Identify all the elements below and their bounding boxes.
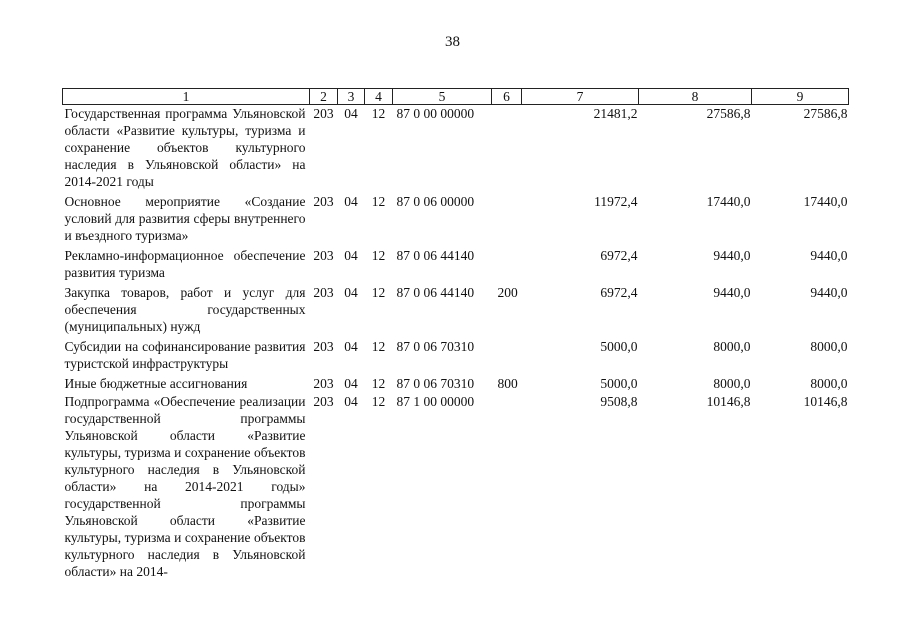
header-cell-6: 6: [492, 89, 522, 105]
page-number: 38: [445, 34, 460, 50]
row-col-5: 87 0 00 00000: [396, 106, 475, 121]
row-col-4: 12: [371, 106, 386, 121]
row-col-7: 5000,0: [600, 376, 638, 391]
row-col-6: [492, 245, 522, 282]
table-row: [63, 105, 849, 192]
budget-table: [62, 88, 849, 581]
row-name: Рекламно-информационное обеспечение развития туризма: [64, 248, 306, 280]
row-col-5: 87 0 06 00000: [396, 194, 475, 209]
table-row: [63, 373, 849, 393]
row-name: Иные бюджетные ассигнования: [64, 376, 248, 391]
row-col-6: [492, 393, 522, 581]
row-col-7: 21481,2: [593, 106, 638, 121]
header-cell-3: 3: [338, 89, 365, 105]
row-col-4: 12: [371, 248, 386, 263]
row-name: Подпрограмма «Обеспечение реализации государственной программы Ульяновской области «Развитие культуры, туризма и сохранение объектов культурного наследия в Ульяновской области» на 2014-2021 годы» государственной программы Ульяновской области «Развитие культуры, туризма и сохранение объектов культурного наследия в Ульяновской области» на 2014-: [64, 394, 306, 579]
row-col-9: 8000,0: [810, 339, 848, 354]
table-row: [63, 393, 849, 581]
row-col-4: 12: [371, 376, 386, 391]
row-col-5: 87 1 00 00000: [396, 394, 475, 409]
row-col-8: 17440,0: [706, 194, 751, 209]
row-col-3: 04: [344, 285, 358, 300]
header-cell-9: 9: [752, 89, 849, 105]
row-name: Государственная программа Ульяновской области «Развитие культуры, туризма и сохранение объектов культурного наследия в Ульяновской области» на 2014-2021 годы: [64, 106, 306, 189]
row-col-2: 203: [313, 376, 334, 391]
row-col-3: 04: [344, 248, 358, 263]
row-col-2: 203: [313, 194, 334, 209]
header-cell-4: 4: [365, 89, 393, 105]
header-cell-7: 7: [522, 89, 639, 105]
row-name: Закупка товаров, работ и услуг для обеспечения государственных (муниципальных) нужд: [64, 285, 306, 334]
row-col-9: 27586,8: [803, 106, 848, 121]
row-col-3: 04: [344, 194, 358, 209]
header-cell-1: 1: [63, 89, 310, 105]
row-col-8: 27586,8: [706, 106, 751, 121]
header-cell-8: 8: [639, 89, 752, 105]
header-cell-5: 5: [393, 89, 492, 105]
row-col-7: 6972,4: [600, 285, 638, 300]
table-row: [63, 336, 849, 373]
row-col-5: 87 0 06 70310: [396, 376, 475, 391]
row-col-2: 203: [313, 248, 334, 263]
table-row: [63, 191, 849, 245]
row-col-9: 8000,0: [810, 376, 848, 391]
row-col-9: 10146,8: [803, 394, 848, 409]
row-col-5: 87 0 06 70310: [396, 339, 475, 354]
row-col-6: 200: [497, 285, 518, 300]
table-header-row: [63, 89, 849, 105]
row-col-6: [492, 191, 522, 245]
row-col-6: [492, 336, 522, 373]
row-col-9: 17440,0: [803, 194, 848, 209]
row-name: Субсидии на софинансирование развития туристской инфраструктуры: [64, 339, 306, 371]
row-col-3: 04: [344, 376, 358, 391]
row-col-5: 87 0 06 44140: [396, 248, 475, 263]
table-row: [63, 282, 849, 336]
row-col-7: 5000,0: [600, 339, 638, 354]
row-col-8: 8000,0: [713, 376, 751, 391]
row-col-2: 203: [313, 285, 334, 300]
row-col-9: 9440,0: [810, 285, 848, 300]
row-col-8: 9440,0: [713, 248, 751, 263]
row-name: Основное мероприятие «Создание условий для развития сферы внутреннего и въездного туризма»: [64, 194, 306, 243]
row-col-8: 9440,0: [713, 285, 751, 300]
row-col-8: 10146,8: [706, 394, 751, 409]
row-col-4: 12: [371, 394, 386, 409]
header-cell-2: 2: [310, 89, 338, 105]
row-col-2: 203: [313, 339, 334, 354]
row-col-7: 11972,4: [594, 194, 638, 209]
row-col-3: 04: [344, 106, 358, 121]
row-col-4: 12: [371, 285, 386, 300]
table-row: [63, 245, 849, 282]
row-col-4: 12: [371, 194, 386, 209]
row-col-8: 8000,0: [713, 339, 751, 354]
row-col-6: [492, 105, 522, 192]
row-col-3: 04: [344, 394, 358, 409]
row-col-2: 203: [313, 106, 334, 121]
row-col-7: 6972,4: [600, 248, 638, 263]
row-col-9: 9440,0: [810, 248, 848, 263]
row-col-6: 800: [497, 376, 518, 391]
row-col-3: 04: [344, 339, 358, 354]
row-col-7: 9508,8: [600, 394, 638, 409]
row-col-4: 12: [371, 339, 386, 354]
row-col-5: 87 0 06 44140: [396, 285, 475, 300]
row-col-2: 203: [313, 394, 334, 409]
